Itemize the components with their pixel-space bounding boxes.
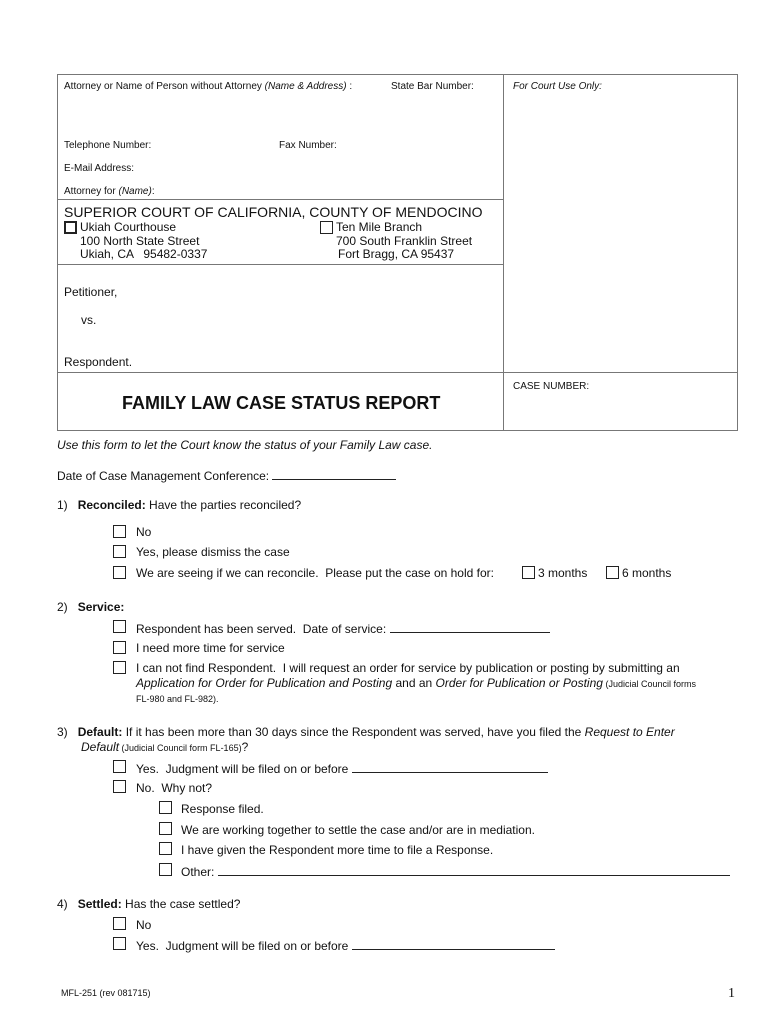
q2-cannot-find-line2: Application for Order for Publication and Posting and an Order for Publication or Posting (Judicial Council forms [136,676,696,690]
intro-text: Use this form to let the Court know the status of your Family Law case. [57,438,433,452]
divider [57,264,503,265]
q3-other-field[interactable]: Other: [181,864,730,879]
q3-mediation-label: We are working together to settle the case and/or are in mediation. [181,823,535,837]
divider [57,372,738,373]
divider [57,430,738,431]
court-use-label: For Court Use Only: [513,81,602,92]
page-number: 1 [728,986,735,1001]
q4-yes-checkbox[interactable] [113,937,126,950]
tenmile-name: Ten Mile Branch [336,220,423,234]
divider [57,199,503,200]
q3-more-time-label: I have given the Respondent more time to file a Response. [181,843,494,857]
divider [737,74,738,431]
email-label: E-Mail Address: [64,163,135,174]
q4-no-checkbox[interactable] [113,917,126,930]
q3-response-filed-label: Response filed. [181,802,264,816]
tenmile-street: 700 South Franklin Street [336,234,473,248]
q3-no-label: No. Why not? [136,781,213,795]
case-number-label: CASE NUMBER: [513,381,590,392]
attorney-label: Attorney or Name of Person without Attorney (Name & Address) : [64,81,353,92]
q2-heading: 2) Service: [57,600,125,614]
q3-mediation-checkbox[interactable] [159,822,172,835]
q3-yes-field[interactable]: Yes. Judgment will be filed on or before [136,761,548,776]
q1-no-label: No [136,525,152,539]
court-name: SUPERIOR COURT OF CALIFORNIA, COUNTY OF MENDOCINO [64,204,483,220]
q4-heading: 4) Settled: Has the case settled? [57,897,241,911]
q4-no-label: No [136,918,152,932]
q2-more-time-label: I need more time for service [136,641,285,655]
vs-label: vs. [81,313,97,327]
q2-more-time-checkbox[interactable] [113,641,126,654]
ukiah-city: Ukiah, CA 95482-0337 [80,247,208,261]
tenmile-city: Fort Bragg, CA 95437 [338,247,455,261]
q2-served-field[interactable]: Respondent has been served. Date of service: [136,621,550,636]
petitioner-label: Petitioner, [64,285,118,299]
hold-6-months-label: 6 months [622,566,672,580]
hold-6-months-checkbox[interactable] [606,566,619,579]
q1-reconcile-checkbox[interactable] [113,566,126,579]
q1-reconcile-label: We are seeing if we can reconcile. Please put the case on hold for: [136,566,494,580]
attorney-for-label: Attorney for (Name): [64,186,155,197]
hold-3-months-checkbox[interactable] [522,566,535,579]
q1-dismiss-label: Yes, please dismiss the case [136,545,290,559]
q3-yes-checkbox[interactable] [113,760,126,773]
ukiah-checkbox[interactable] [64,221,77,234]
q2-cannot-find-label: I can not find Respondent. I will request an order for service by publication or posting by submitting an [136,661,680,675]
ukiah-street: 100 North State Street [80,234,200,248]
respondent-label: Respondent. [64,355,133,369]
q2-served-checkbox[interactable] [113,620,126,633]
q1-heading: 1) Reconciled: Have the parties reconciled? [57,498,302,512]
q1-dismiss-checkbox[interactable] [113,545,126,558]
form-number: MFL-251 (rev 081715) [61,988,151,998]
q2-cannot-find-line3: FL-980 and FL-982). [136,694,219,704]
q3-other-checkbox[interactable] [159,863,172,876]
state-bar-label: State Bar Number: [391,81,474,92]
q4-yes-field[interactable]: Yes. Judgment will be filed on or before [136,938,555,953]
hold-3-months-label: 3 months [538,566,588,580]
fax-label: Fax Number: [279,140,337,151]
q3-heading-line2: Default (Judicial Council form FL-165)? [81,740,249,754]
tenmile-checkbox[interactable] [320,221,333,234]
telephone-label: Telephone Number: [64,140,152,151]
form-title: FAMILY LAW CASE STATUS REPORT [122,393,441,413]
q3-more-time-checkbox[interactable] [159,842,172,855]
q3-heading: 3) Default: If it has been more than 30 days since the Respondent was served, have you filed the Request to Enter [57,725,675,739]
cmc-field[interactable]: Date of Case Management Conference: [57,468,396,483]
ukiah-name: Ukiah Courthouse [80,220,177,234]
q2-cannot-find-checkbox[interactable] [113,661,126,674]
divider [503,74,504,431]
q3-response-filed-checkbox[interactable] [159,801,172,814]
divider [57,74,738,75]
q1-no-checkbox[interactable] [113,525,126,538]
divider [57,74,58,431]
q3-no-checkbox[interactable] [113,780,126,793]
